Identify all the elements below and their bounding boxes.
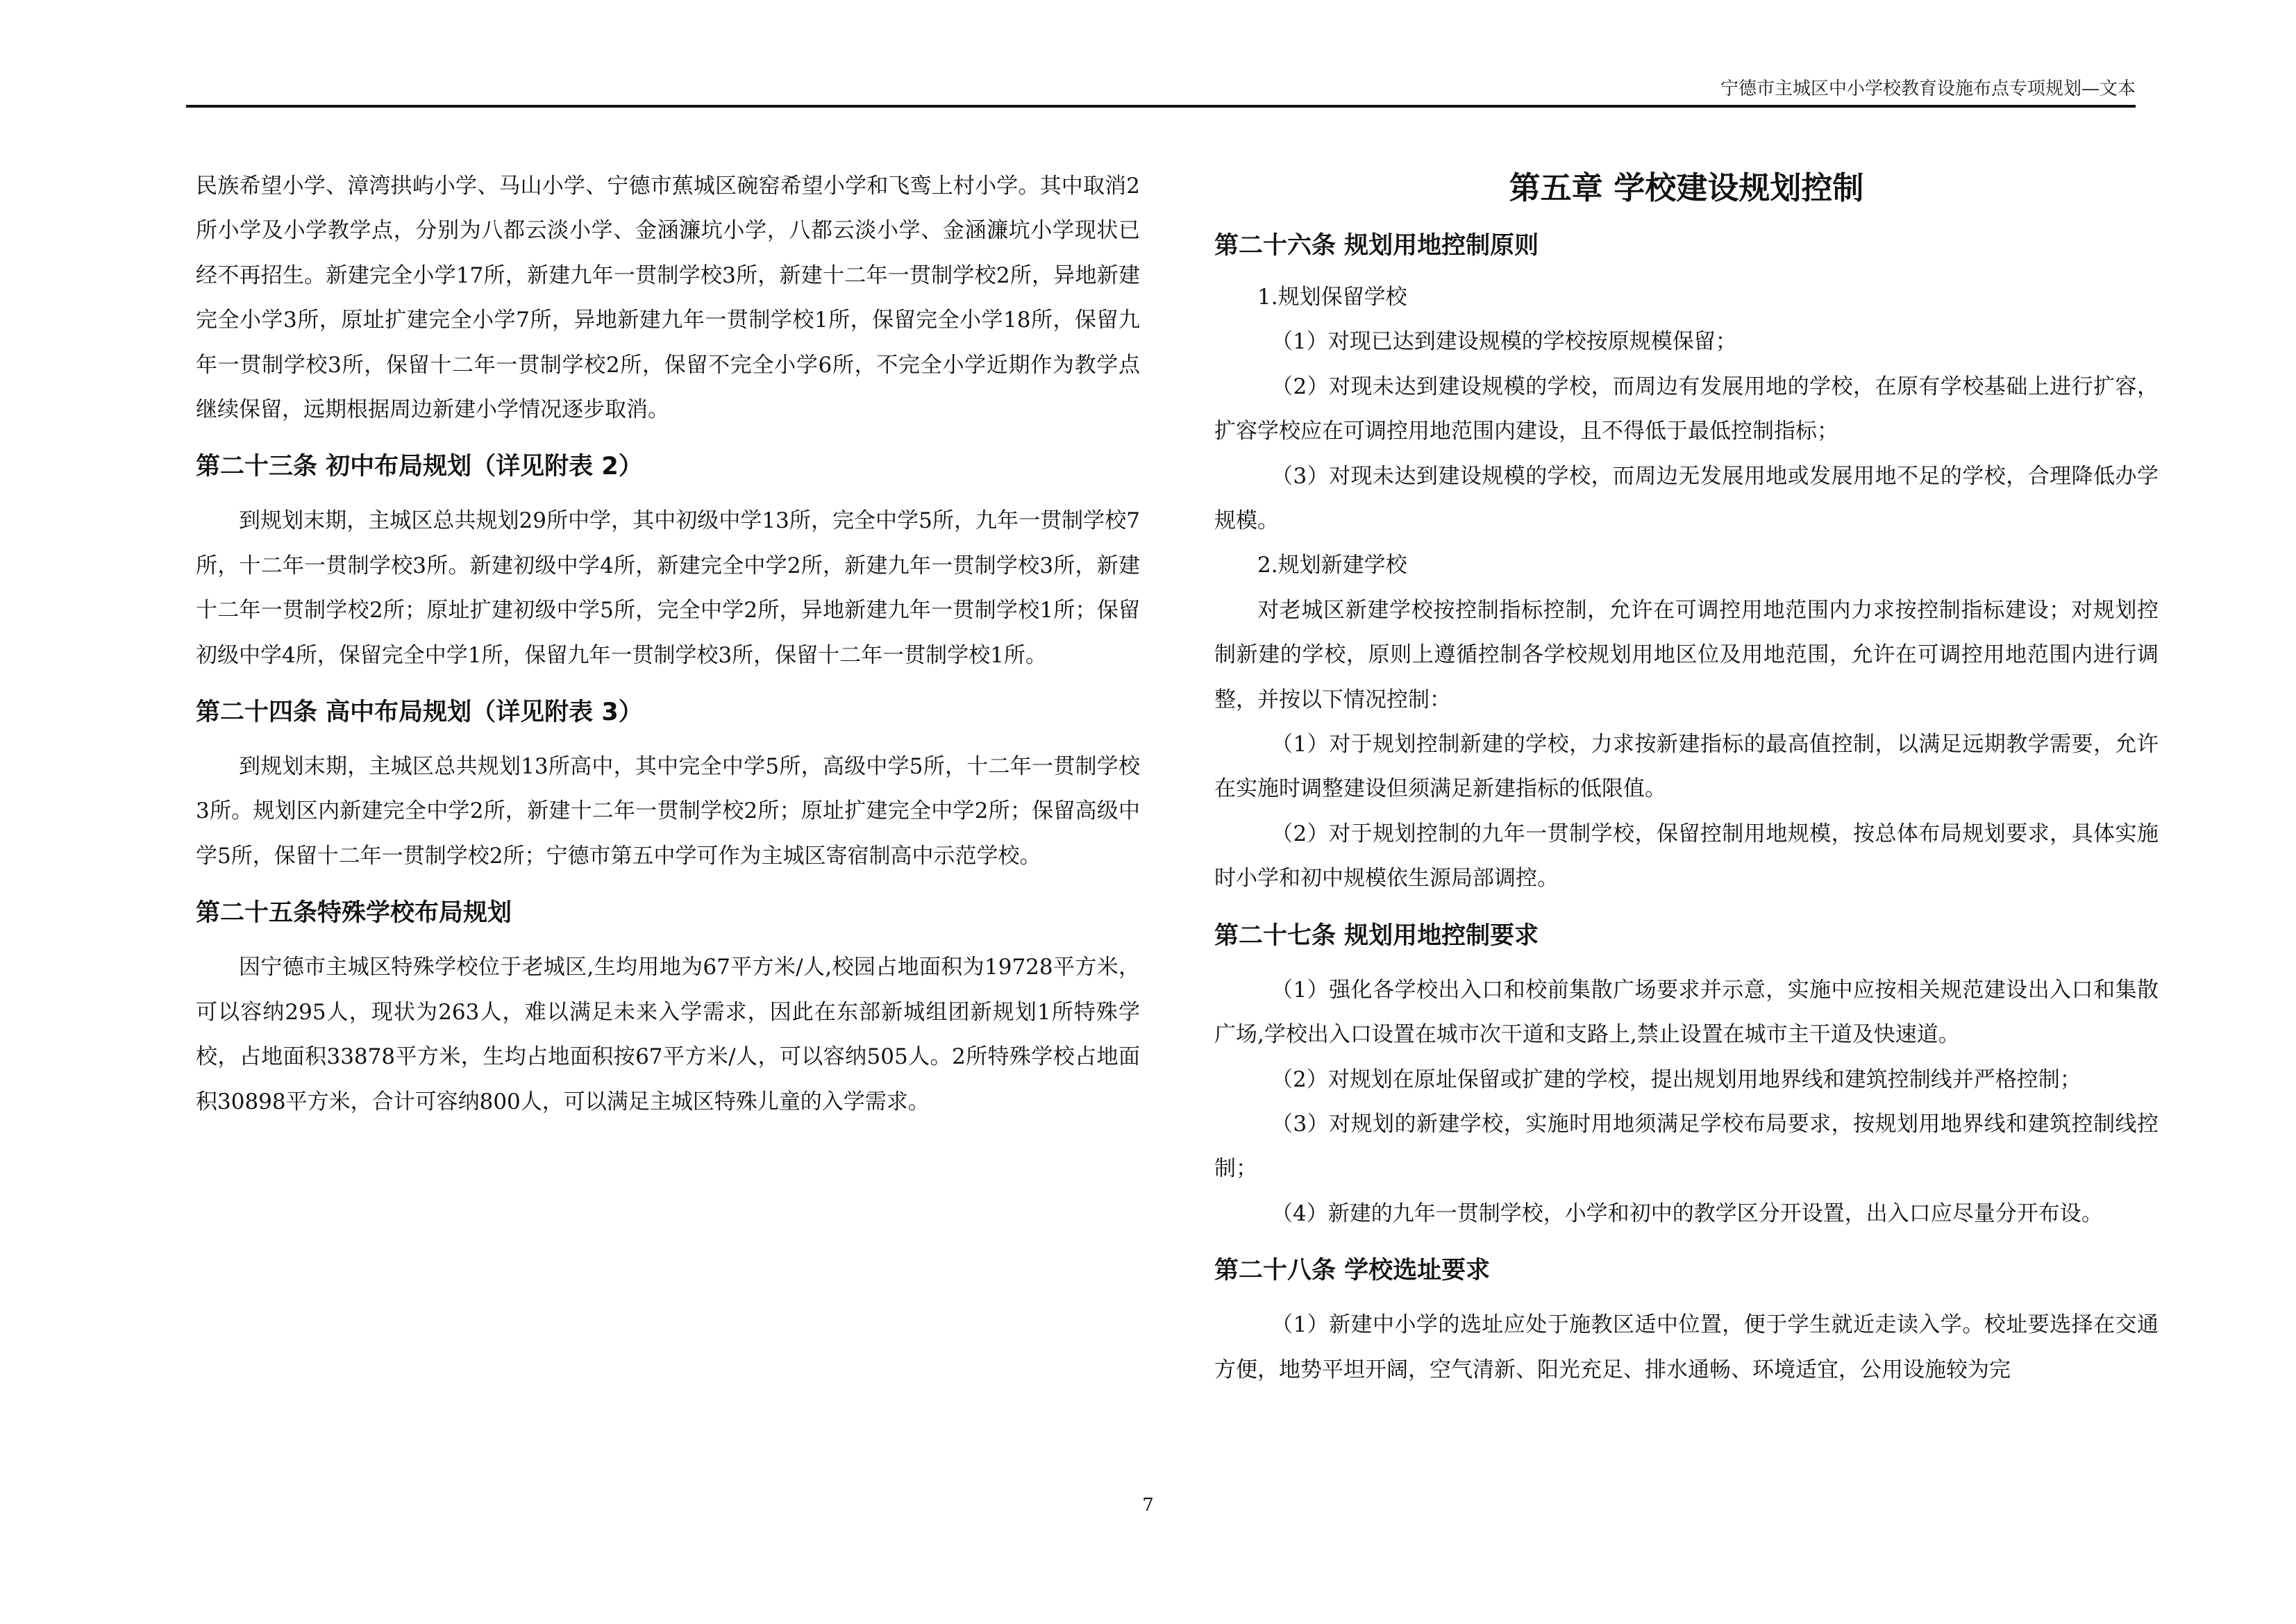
article-28-heading: 第二十八条 学校选址要求 [1214, 1257, 1491, 1285]
article-26-heading: 第二十六条 规划用地控制原则 [1214, 232, 1539, 260]
left-column [196, 164, 1140, 1124]
article-26-subheading-retained: 1.规划保留学校 [1257, 285, 1407, 310]
article-26-item-4: （1）对于规划控制新建的学校，力求按新建指标的最高值控制，以满足远期教学需要，允许在实施时调整建设但须满足新建指标的低限值。 [1214, 732, 2159, 802]
article-27-item-3: （3）对规划的新建学校，实施时用地须满足学校布局要求，按规划用地界线和建筑控制线控制； [1214, 1111, 2159, 1182]
page-number: 7 [1142, 1495, 1154, 1516]
article-26-item-1: （1）对现已达到建设规模的学校按原规模保留； [1271, 329, 1737, 355]
article-26-item-3: （3）对现未达到建设规模的学校，而周边无发展用地或发展用地不足的学校，合理降低办学规模。 [1214, 463, 2159, 534]
chapter-title: 第五章 学校建设规划控制 [1509, 169, 1864, 206]
article-26-subheading-new: 2.规划新建学校 [1257, 553, 1407, 578]
article-26-new-schools-paragraph: 对老城区新建学校按控制指标控制，允许在可调控用地范围内力求按控制指标建设；对规划控制新建的学校，原则上遵循控制各学校规划用地区位及用地范围，允许在可调控用地范围内进行调整，并按以下情况控制： [1214, 597, 2159, 712]
article-28-item-1: （1）新建中小学的选址应处于施教区适中位置，便于学生就近走读入学。校址要选择在交通方便，地势平坦开阔，空气清新、阳光充足、排水通畅、环境适宜，公用设施较为完 [1214, 1312, 2159, 1382]
article-26-item-5: （2）对于规划控制的九年一贯制学校，保留控制用地规模，按总体布局规划要求，具体实施时小学和初中规模依生源局部调控。 [1214, 821, 2159, 891]
article-27-item-2: （2）对规划在原址保留或扩建的学校，提出规划用地界线和建筑控制线并严格控制； [1271, 1066, 2081, 1092]
header-rule [186, 105, 2136, 108]
article-24-paragraph: 到规划末期，主城区总共规划13所高中，其中完全中学5所，高级中学5所，十二年一贯制学校3所。规划区内新建完全中学2所，新建十二年一贯制学校2所；原址扩建完全中学2所；保留高级中学5所，保留十二年一贯制学校2所；宁德市第五中学可作为主城区寄宿制高中示范学校。 [196, 754, 1140, 869]
article-23-paragraph: 到规划末期，主城区总共规划29所中学，其中初级中学13所，完全中学5所，九年一贯制学校7所，十二年一贯制学校3所。新建初级中学4所，新建完全中学2所，新建九年一贯制学校3所，新建十二年一贯制学校2所；原址扩建初级中学5所，完全中学2所，异地新建九年一贯制学校1所；保留初级中学4所，保留完全中学1所，保留九年一贯制学校3所，保留十二年一贯制学校1所。 [196, 508, 1140, 668]
article-25-paragraph: 因宁德市主城区特殊学校位于老城区,生均用地为67平方米/人,校园占地面积为19728平方米，可以容纳295人，现状为263人，难以满足未来入学需求，因此在东部新城组团新规划1所特殊学校，占地面积33878平方米，生均占地面积按67平方米/人，可以容纳505人。2所特殊学校占地面积30898平方米，合计可容纳800人，可以满足主城区特殊儿童的入学需求。 [196, 955, 1140, 1114]
article-25-heading: 第二十五条特殊学校布局规划 [196, 899, 512, 928]
paragraph-primary-school-continued: 民族希望小学、漳湾拱屿小学、马山小学、宁德市蕉城区碗窑希望小学和飞鸾上村小学。其中取消2所小学及小学教学点，分别为八都云淡小学、金涵濂坑小学，八都云淡小学、金涵濂坑小学现状已经不再招生。新建完全小学17所，新建九年一贯制学校3所，新建十二年一贯制学校2所，异地新建完全小学3所，原址扩建完全小学7所，异地新建九年一贯制学校1所，保留完全小学18所，保留九年一贯制学校3所，保留十二年一贯制学校2所，保留不完全小学6所，不完全小学近期作为教学点继续保留，远期根据周边新建小学情况逐步取消。 [196, 174, 1140, 423]
document-header-title: 宁德市主城区中小学校教育设施布点专项规划—文本 [1720, 78, 2136, 99]
article-24-heading: 第二十四条 高中布局规划（详见附表 3） [196, 698, 643, 727]
article-23-heading: 第二十三条 初中布局规划（详见附表 2） [196, 453, 643, 481]
article-27-heading: 第二十七条 规划用地控制要求 [1214, 921, 1539, 950]
article-26-item-2: （2）对现未达到建设规模的学校，而周边有发展用地的学校，在原有学校基础上进行扩容，扩容学校应在可调控用地范围内建设，且不得低于最低控制指标； [1214, 374, 2159, 444]
right-column [1214, 164, 2159, 1392]
article-27-item-4: （4）新建的九年一贯制学校，小学和初中的教学区分开设置，出入口应尽量分开布设。 [1271, 1200, 2103, 1226]
article-27-item-1: （1）强化各学校出入口和校前集散广场要求并示意，实施中应按相关规范建设出入口和集散广场,学校出入口设置在城市次干道和支路上,禁止设置在城市主干道及快速道。 [1214, 977, 2159, 1048]
